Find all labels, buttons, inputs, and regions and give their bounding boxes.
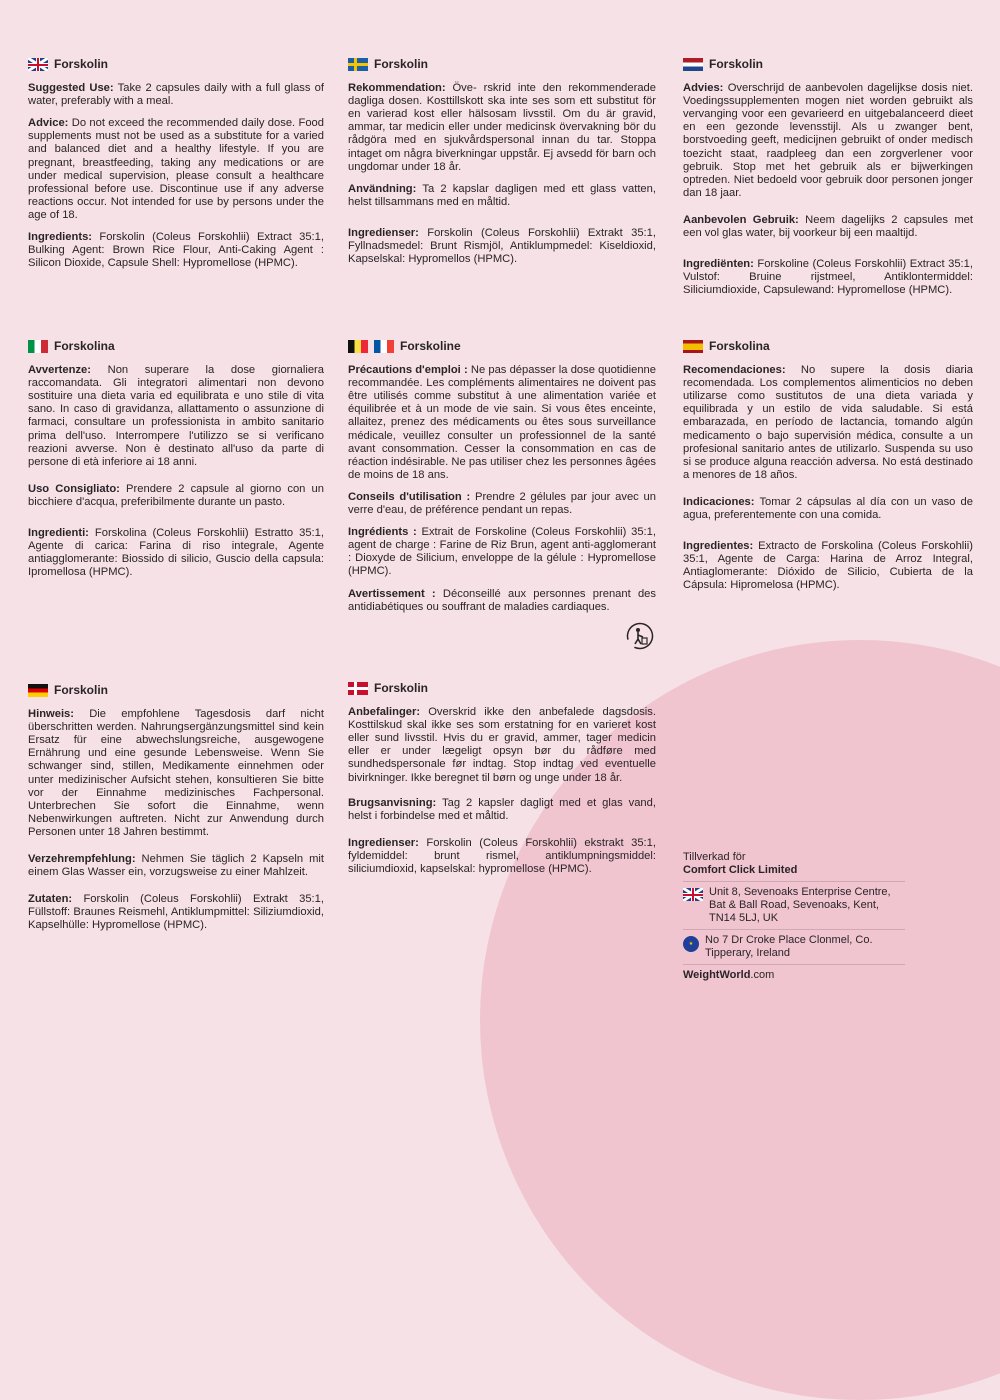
usage-paragraph: Suggested Use: Take 2 capsules daily with a full glass of water, preferably with a meal. [28,82,325,108]
warnings-paragraph: Avvertenze: Non superare la dose giornaliera raccomandata. Gli integratori alimentari non devono sostituire una dieta varia ed equilibrata e uno stile di vita sano. In caso di gravidanza, allattamento o assunzione di farmaci, consultare un professionista in ambito sanitario prima dell'uso. Interrompere l'utilizzo se si verificano reazioni avverse. Non è destinato all'uso da parte di persone di età inferiore ai 18 anni. [28,364,324,468]
company-name: Comfort Click Limited [683,864,798,876]
section-header [683,340,973,353]
ingredients-paragraph: Zutaten: Forskolin (Coleus Forskohlii) Extrakt 35:1, Füllstoff: Braunes Reismehl, Antiklumpmittel: Siliziumdioxid, Kapselhülle: Hypromellose (HPMC). [28,893,324,932]
section-title: Forskolin [709,57,764,71]
eu-flag-icon: ★ [683,936,699,952]
italy-flag-icon [28,340,48,353]
usage-paragraph: Verzehrempfehlung: Nehmen Sie täglich 2 Kapseln mit einem Glas Wasser ein, vorzugsweise zu einer Mahlzeit. [28,853,324,879]
ingredients-paragraph: Ingredients: Forskolin (Coleus Forskohlii) Extract 35:1, Bulking Agent: Brown Rice Flour, Anti-Caking Agent : Silicon Dioxide, Capsule Shell: Hypromellose (HPMC). [28,231,324,270]
warning-paragraph: Avertissement : Déconseillé aux personnes prenant des antidiabétiques ou souffrant de maladies cardiaques. [348,587,656,613]
ingredients-paragraph: Ingredienser: Forskolin (Coleus Forskohlii) ekstrakt 35:1, fyldemiddel: brunt rismel, antiklumpningsmiddel: siliciumdioxid, kapselskal: hypromellose (HPMC). [348,836,656,876]
section-header [348,682,656,695]
section-french [348,340,656,623]
ireland-address: No 7 Dr Croke Place Clonmel, Co. Tipperary, Ireland [705,934,873,959]
recommendations-paragraph: Recomendaciones: No supere la dosis diaria recomendada. Los complementos alimenticios no deben utilizarse como sustitutos de una dieta variada y equilibrada y un estilo de vida saludable. Si está embarazada, en período de lactancia, tomando algún medicamento o bajo supervisión médica, consulte a un profesional sanitario antes de utilizarlo. Suspenda su uso si se produce alguna reacción adversa. No está destinado a menores de 18 años. [683,364,973,481]
uk-flag-icon [683,888,703,901]
advice-paragraph: Advies: Overschrijd de aanbevolen dagelijkse dosis niet. Voedingssupplementen mogen niet worden gebruikt als vervanging voor een gevarieerd en uitgebalanceerd dieet en een gezonde levensstijl. Als u zwanger bent, borstvoeding geeft, medicijnen gebruikt of onder medisch toezicht staat, raadpleeg dan een zorgverlener voor gebruik. Stop met het gebruik als er bijwerkingen optreden. Niet bedoeld voor gebruik door personen jonger dan 18 jaar. [683,82,973,199]
usage-paragraph: Conseils d'utilisation : Prendre 2 gélules par jour avec un verre d'eau, de préférence pendant un repas. [348,490,656,517]
section-title: Forskolin [374,57,429,71]
section-title: Forskolin [54,683,109,697]
section-german [28,684,324,942]
belgium-flag-icon [348,340,368,353]
usage-paragraph: Uso Consigliato: Prendere 2 capsule al giorno con un bicchiere d'acqua, preferibilmente durante un pasto. [28,482,324,508]
advice-paragraph: Advice: Do not exceed the recommended daily dose. Food supplements must not be used as a substitute for a varied and balanced diet and a healthy lifestyle. If you are pregnant, breastfeeding, taking any medications or are under medical supervision, please consult a healthcare professional before use. Discontinue use if any adverse reactions occur. Not intended for use by persons under the age of 18. [28,117,324,221]
divider [683,881,905,882]
section-header [28,684,324,697]
section-dutch [683,58,973,306]
precautions-paragraph: Précautions d'emploi : Ne pas dépasser la dose quotidienne recommandée. Les compléments alimentaires ne doivent pas être utilisés comme substitut à une alimentation variée et équilibrée et à un mode de vie sain. Si vous êtes enceinte, allaitez, prenez des médicaments ou êtes sous surveillance médicale, veuillez consulter un professionnel de la santé avant consommation. Cesser la consommation en cas de réaction indésirable. Ne pas utiliser chez les personnes âgées de moins de 18 ans. [348,364,656,481]
ingredients-paragraph: Ingrediënten: Forskoline (Coleus Forskohlii) Extract 35:1, Vulstof: Bruine rijstmeel, Antiklontermiddel: Siliciumdioxide, Capsulewand: Hypromellose (HPMC). [683,258,973,297]
uk-address: Unit 8, Sevenoaks Enterprise Centre, Bat & Ball Road, Sevenoaks, Kent, TN14 5LJ, UK [709,886,891,924]
section-title: Forskolina [54,339,115,353]
section-title: Forskolina [709,339,770,353]
recommendations-paragraph: Anbefalinger: Overskrid ikke den anbefalede dagsdosis. Kosttilskud skal ikke ses som erstatning for en varieret kost eller sund livsstil. Hvis du er gravid, ammer, tager medicin eller er under lægeligt opsyn bør du rådføre med sundhedspersonale før indtag. Stop indtag ved eventuelle bivirkninger. Ikke beregnet til børn og unge under 18 år. [348,706,656,784]
section-title: Forskolin [374,681,429,695]
made-for-label: Tillverkad för [683,851,746,863]
divider [683,964,905,965]
ingredients-paragraph: Ingredienser: Forskolin (Coleus Forskohlii) Extrakt 35:1, Fyllnadsmedel: Brunt Rismjöl, Antiklumpmedel: Kiseldioxid, Kapselskal: Hypromellos (HPMC). [348,226,656,266]
usage-paragraph: Aanbevolen Gebruik: Neem dagelijks 2 capsules met een vol glas water, bij voorkeur bij een maaltijd. [683,213,973,240]
spain-flag-icon [683,340,703,353]
ingredients-paragraph: Ingredienti: Forskolina (Coleus Forskohlii) Estratto 35:1, Agente di carica: Farina di riso integrale, Agente antiagglomerante: Biossido di silicio, Guscio della capsula: Ipromellosa (HPMC). [28,527,324,579]
recommendation-paragraph: Rekommendation: Öve- rskrid inte den rekommenderade dagliga dosen. Kosttillskott ska inte ses som ett substitut för en varierad kost eller hälsosam livsstil. Om du är gravid, ammar, tar medicin eller under medicinsk övervakning bör du rådgöra med en sjukvårdspersonal innan du tar. Stoppa intaget om några biverkningar uppstår. Ej avsedd för barn och ungdomar under 18 år. [348,82,656,173]
uk-address-block [683,886,905,925]
ingredients-paragraph: Ingrédients : Extrait de Forskoline (Coleus Forskohlii) 35:1, agent de charge : Farine de Riz Brun, agent anti-agglomerant : Dioxyde de Silicium, enveloppe de la gélule : Hypromellose (HPMC). [348,526,656,578]
section-swedish [348,58,656,275]
divider [683,929,905,930]
website: WeightWorld.com [683,969,775,981]
germany-flag-icon [28,684,48,697]
section-header [348,340,656,353]
section-english [28,58,324,279]
denmark-flag-icon [348,682,368,695]
usage-paragraph: Användning: Ta 2 kapslar dagligen med ett glass vatten, helst tillsammans med en måltid. [348,182,656,208]
section-header [683,58,973,71]
uk-flag-icon [28,58,48,71]
netherlands-flag-icon [683,58,703,71]
section-danish [348,682,656,885]
ingredients-paragraph: Ingredientes: Extracto de Forskolina (Coleus Forskohlii) 35:1, Agente de Carga: Harina de Arroz Integral, Antiaglomerante: Dióxido de Silicio, Cubierta de la Cápsula: Hipromelosa (HPMC). [683,540,973,592]
section-header [28,58,324,71]
usage-paragraph: Indicaciones: Tomar 2 cápsulas al día con un vaso de agua, preferentemente con una comida. [683,495,973,522]
france-flag-icon [374,340,394,353]
section-title: Forskoline [400,339,461,353]
section-header [348,58,656,71]
recycling-person-icon [626,622,654,650]
section-header [28,340,324,353]
sweden-flag-icon [348,58,368,71]
section-spanish [683,340,973,602]
notice-paragraph: Hinweis: Die empfohlene Tagesdosis darf nicht überschritten werden. Nahrungsergänzungsmittel sind kein Ersatz für eine abwechslungsreiche, ausgewogene Ernährung und eine gesunde Lebensweise. Wenn Sie schwanger sind, stillen, Medikamente einnehmen oder unter medizinischer Aufsicht stehen, konsultieren Sie bitte vor der Einnahme medizinisches Fachpersonal. Unterbrechen Sie sofort die Einnahme, wenn Nebenwirkungen auftreten. Nicht zur Anwendung durch Personen unter 18 Jahren bestimmt. [28,708,324,838]
ireland-address-block [683,934,905,960]
usage-paragraph: Brugsanvisning: Tag 2 kapsler dagligt med et glas vand, helst i forbindelse med et måltid. [348,796,656,822]
section-italian [28,340,324,588]
section-title: Forskolin [54,57,109,71]
manufacturer-info [683,851,905,982]
